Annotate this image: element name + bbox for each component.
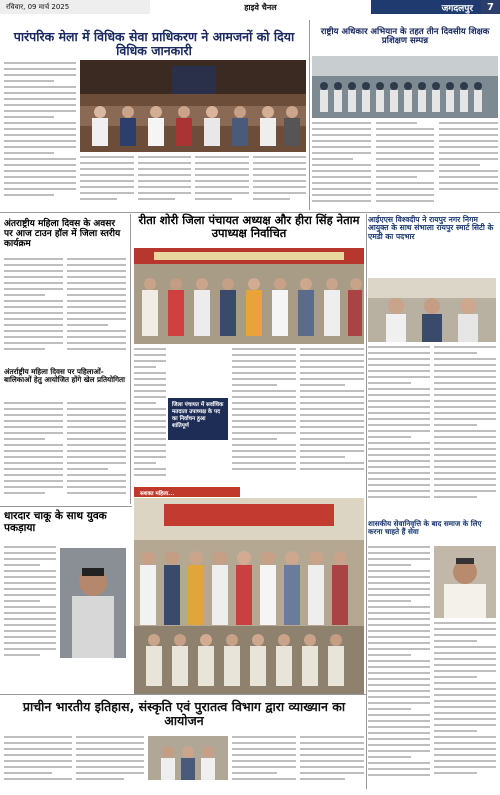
header-page-number: 7 xyxy=(481,0,500,14)
article-5-photo xyxy=(134,248,364,344)
article-6-photo xyxy=(368,278,496,342)
article-3-headline: अंतराष्ट्रीय महिला दिवस के अवसर पर आज टाउन हॉल में जिला स्तरीय कार्यक्रम xyxy=(4,219,121,249)
section-divider xyxy=(0,694,366,695)
article-6-photo-image xyxy=(368,278,496,342)
article-2-photo xyxy=(312,56,498,118)
article-1-photo-image xyxy=(80,60,306,152)
article-5-callout: जिला पंचायत में सर्वाधिक मतदाता उपाध्यक्ष के पद का निर्वाचन हुआ शांतिपूर्ण xyxy=(168,398,228,440)
article-6-body xyxy=(368,346,496,514)
article-8-photo xyxy=(434,546,496,618)
article-5-photo-image xyxy=(134,248,364,344)
article-1-photo xyxy=(80,60,306,152)
article-7-photo xyxy=(60,548,126,658)
page-header xyxy=(0,0,500,14)
article-9-body-col-2 xyxy=(232,736,364,790)
section-divider xyxy=(0,506,132,507)
article-7-photo-image xyxy=(60,548,126,658)
article-3-body xyxy=(4,258,126,362)
article-1-body-lower xyxy=(80,156,306,212)
article-9-photo xyxy=(148,736,228,780)
article-7-headline: धारदार चाकू के साथ युवक पकड़ाया xyxy=(4,510,107,534)
article-9-headline: प्राचीन भारतीय इतिहास, संस्कृति एवं पुरातत्व विभाग द्वारा व्याख्यान का आयोजन xyxy=(22,699,346,728)
article-1-body-col-1 xyxy=(4,62,76,212)
article-5-headline: रीता शोरी जिला पंचायत अध्यक्ष और हीरा सिंह नेताम उपाध्यक्ष निर्वाचित xyxy=(138,213,360,240)
article-7-body xyxy=(4,546,56,664)
article-8-photo-image xyxy=(434,546,496,618)
header-city: जगदलपुर xyxy=(371,0,481,14)
article-2-headline: राष्ट्रीय अधिकार अभियान के तहत तीन दिवसीय शिक्षक प्रशिक्षण सम्पन्न xyxy=(320,27,490,47)
header-date: रविवार, 09 मार्च 2025 xyxy=(0,0,150,14)
column-divider xyxy=(130,214,131,504)
article-4-body xyxy=(4,402,126,502)
article-5-group-photo xyxy=(134,498,364,694)
article-5-body-col-2 xyxy=(232,348,364,480)
article-8-headline: शासकीय सेवानिवृत्ति के बाद समाज के लिए करना चाहते हैं सेवा xyxy=(368,519,482,536)
article-9-body-col-1 xyxy=(4,736,144,790)
article-9-photo-image xyxy=(148,736,228,780)
article-5-body-col-1 xyxy=(134,348,166,480)
article-5-tag: सशक्त महिला... xyxy=(134,487,240,497)
article-4-headline: अंतर्राष्ट्रीय महिला दिवस पर पहिलाओं- बालिकाओं हेतु आयोजित होंगे खेल प्रतियोगिता xyxy=(4,367,125,384)
article-6-headline: आईएएस विश्वदीप ने रायपुर नगर निगम आयुक्त के साथ संभाला रायपुर स्मार्ट सिटी के एमडी का पदभार xyxy=(368,215,494,241)
article-1-headline: पारंपरिक मेला में विधिक सेवा प्राधिकरण ने आमजनों को दिया विधिक जानकारी xyxy=(13,29,295,58)
article-2-photo-image xyxy=(312,56,498,118)
article-8-body-col-1 xyxy=(368,546,430,786)
column-divider xyxy=(366,214,367,789)
column-divider xyxy=(309,20,310,210)
header-paper-name: हाइवे चैनल xyxy=(244,2,277,12)
article-8-body-col-2 xyxy=(434,622,496,786)
article-2-body xyxy=(312,122,498,210)
article-5-group-photo-image xyxy=(134,498,364,694)
